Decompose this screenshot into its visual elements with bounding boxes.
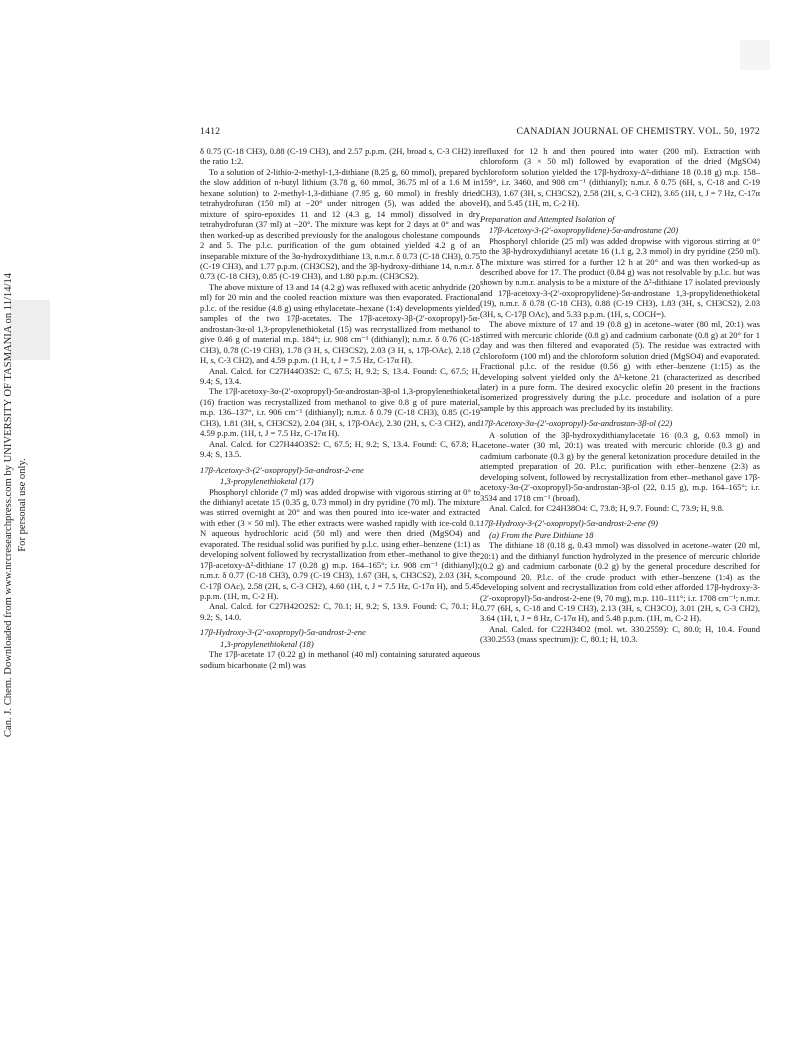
analysis-line: Anal. Calcd. for C24H38O4: C, 73.8; H, 9.7. Found: C, 73.9; H, 9.8.	[489, 502, 725, 513]
left-column	[200, 146, 480, 1026]
paragraph: δ 0.75 (C-18 CH3), 0.88 (C-19 CH3), and 2.57 p.p.m. (2H, broad s, C-3 CH2) in the ratio 1:2.	[200, 146, 480, 167]
paragraph: The 17β-acetoxy-3α-(2′-oxopropyl)-5α-androstan-3β-ol 1,3-propylenethioketal (16) fraction was recrystallized from methanol to give 0.8 g of pure material, m.p. 136–137°, i.r. 906 cm⁻¹ (dithianyl); n.m.r. δ 0.79 (C-18 CH3), 0.85 (C-19 CH3), 1.81 (3H, s, CH3CS2), 2.04 (3H, s, 17β-OAc), 2.30 (2H, s, C-3 CH2), and 4.59 p.p.m. (1H, t, J = 7.5 Hz, C-17α H).	[200, 386, 480, 439]
analysis-line: Anal. Calcd. for C27H44O3S2: C, 67.5; H, 9.2; S, 13.4. Found: C, 67.8; H, 9.4; S, 13.5.	[200, 438, 480, 460]
section-heading: 17β-Hydroxy-3-(2′-oxopropyl)-5α-androst-2-ene (9)	[480, 518, 658, 529]
personal-use-line: For personal use only.	[16, 458, 28, 552]
section-subheading: (a) From the Pure Dithiane 18	[489, 529, 594, 540]
download-notice	[2, 200, 42, 810]
analysis-line: Anal. Calcd. for C27H44O3S2: C, 67.5; H, 9.2; S, 13.4. Found: C, 67.5; H, 9.4; S, 13.4.	[200, 365, 480, 386]
paragraph: To a solution of 2-lithio-2-methyl-1,3-dithiane (8.25 g, 60 mmol), prepared by the slow addition of n-butyl lithium (3.78 g, 60 mmol, 36.75 ml of a 1.6 M in hexane solution) to 2-methyl-1,3-dithiane (7.95 g, 60 mmol) in freshly dried tetrahydrofuran (150 ml) at −20° under nitrogen (5), was added the above mixture of spiro-epoxides 11 and 12 (4.3 g, 14 mmol) dissolved in dry tetrahydrofuran (37 ml) at −20°. The mixture was kept for 2 days at 0° and was then worked-up as described previously for the analogous cholestane compounds 2 and 5. The p.l.c. purification of the gum obtained yielded 4.2 g of an inseparable mixture of the 3α-hydroxydithiane 13, n.m.r. δ 0.73 (C-18 CH3), 0.75 (C-19 CH3), and 1.77 p.p.m. (CH3CS2), and the 3β-hydroxy-dithiane 14, n.m.r. δ 0.73 (C-18 CH3), 0.85 (C-19 CH3), and 1.80 p.p.m. (CH3CS2).	[200, 166, 480, 282]
analysis-line: Anal. Calcd. for C27H42O2S2: C, 70.1; H, 9.2; S, 13.9. Found: C, 70.1; H, 9.2; S, 14.0.	[200, 601, 480, 622]
paragraph: Phosphoryl chloride (7 ml) was added dropwise with vigorous stirring at 0° to the dithianyl acetate 15 (0.35 g, 0.73 mmol) in dry pyridine (70 ml). The mixture was stirred overnight at 20° and was then poured into ice-water and extracted with ether (3 × 50 ml). The ether extracts were washed rapidly with ice-cold 0.1 N aqueous hydrochloric acid (50 ml) and were then dried (MgSO4) and evaporated. The residual solid was purified by p.l.c. using ether–benzene (1:1) as developing solvent followed by recrystallization from ether–methanol to give the 17β-acetoxy-Δ²-dithiane 17 (0.28 g) m.p. 164–165°; i.r. 908 cm⁻¹ (dithianyl); n.m.r. δ 0.77 (C-18 CH3), 0.79 (C-19 CH3), 1.67 (3H, s, CH3CS2), 2.03 (3H, s, C-17β OAc), 2.58 (2H, s, C-3 CH2), 4.60 (1H, t, J = 7.5 Hz, C-17α H), and 5.45 p.p.m. (1H, m, C-2 H).	[200, 486, 480, 602]
section-heading: Preparation and Attempted Isolation of	[480, 213, 615, 224]
page-number: 1412	[200, 126, 221, 137]
page-header	[200, 126, 760, 140]
paragraph: The above mixture of 13 and 14 (4.2 g) was refluxed with acetic anhydride (20 ml) for 20 min and the cooled reaction mixture was then evaporated. Fractional p.l.c. of the residue (4.8 g) using ethylacetate–hexane (1:4) developments yielded samples of the two 17β-acetates. The 17β-acetoxy-3β-(2′-oxopropyl)-5α-androstan-3α-ol 1,3-propylenethioketal (15) was recrystallized from methanol to give 0.46 g of material m.p. 184°; i.r. 908 cm⁻¹ (dithianyl); n.m.r. δ 0.76 (C-18 CH3), 0.78 (C-19 CH3), 1.78 (3 H, s, CH3CS2), 2.03 (3 H, s, 17β-OAc), 2.18 (2 H, s, C-3 CH2), and 4.59 p.p.m. (1 H, t, J = 7.5 Hz, C-17α H).	[200, 281, 480, 366]
section-heading-cont: 1,3-propylenethioketal (18)	[220, 638, 314, 649]
section-heading: 17β-Acetoxy-3α-(2′-oxopropyl)-5α-androstan-3β-ol (22)	[480, 418, 673, 429]
right-column	[480, 146, 760, 1026]
paragraph: refluxed for 12 h and then poured into water (200 ml). Extraction with chloroform (3 × 50 ml) followed by evaporation of the dried (MgSO4) chloroform solution yielded the 17β-hydroxy-Δ²-dithiane 18 (0.18 g) m.p. 158–159°, i.r. 3460, and 908 cm⁻¹ (dithianyl); n.m.r. δ 0.75 (6H, s, C-18 and C-19 CH3), 1.67 (3H, s, CH3CS2), 2.58 (2H, s, C-3 CH2), 3.65 (1H, t, J = 7 Hz, C-17α H), and 5.45 (1H, m, C-2 H).	[480, 146, 760, 209]
section-heading-cont: 1,3-propylenethioketal (17)	[220, 476, 314, 487]
section-heading: 17β-Hydroxy-3-(2′-oxopropyl)-5α-androst-2-ene	[200, 627, 366, 638]
paragraph: A solution of the 3β-hydroxydithianylacetate 16 (0.3 g, 0.63 mmol) in acetone–water (30 ml, 20:1) was treated with mercuric chloride (0.3 g) and cadmium carbonate (0.3 g) by the general ketonization procedure detailed in the attempted preparation of 20. P.l.c. purification with ether–benzene (2:3) as developing solvent, followed by recrystallization from ether–methanol gave 17β-acetoxy-3α-(2′-oxopropyl)-5α-androstan-3β-ol (22, 0.15 g), m.p. 164–165°; i.r. 3534 and 1718 cm⁻¹ (broad).	[480, 429, 760, 503]
analysis-line: Anal. Calcd. for C22H34O2 (mol. wt. 330.2559): C, 80.0; H, 10.4. Found (330.2553 (mass spectrum)): C, 80.1; H, 10.3.	[480, 623, 760, 645]
paragraph: The dithiane 18 (0.18 g, 0.43 mmol) was dissolved in acetone–water (20 ml, 20:1) and the dithianyl function hydrolyzed in the presence of mercuric chloride (0.2 g) and cadmium carbonate (0.2 g) by the general procedure described for compound 20. P.l.c. of the crude product with ether–benzene (1:4) as the developing solvent and recrystallization from cold ether afforded 17β-hydroxy-3-(2′-oxopropyl)-5α-androst-2-ene (9, 70 mg), m.p. 110–111°; i.r. 1708 cm⁻¹; n.m.r. 0.77 (6H, s, C-18 and C-19 CH3), 2.13 (3H, s, CH3CO), 3.01 (2H, s, C-3 CH2), 3.64 (1H, t, J = 8 Hz, C-17α H), and 5.48 p.p.m. (1H, m, C-2 H).	[480, 540, 760, 624]
section-heading-cont: 17β-Acetoxy-3-(2′-oxopropylidene)-5α-androstane (20)	[489, 225, 679, 236]
scan-smudge	[740, 40, 770, 70]
paragraph: Phosphoryl chloride (25 ml) was added dropwise with vigorous stirring at 0° to the 3β-hydroxydithianyl acetate 16 (1.1 g, 2.3 mmol) in dry pyridine (250 ml). The mixture was stirred for a further 12 h at 20° and was then worked-up as described above for 17. The product (0.84 g) was not resolvable by p.l.c. but was shown by n.m.r. analysis to be a mixture of the Δ²-dithiane 17 isolated previously and 17β-acetoxy-3-(2′-oxopropylidene)-5α-androstane 1,3-propylidenethioketal (19), n.m.r. δ 0.78 (C-18 CH3), 0.88 (C-19 CH3), 1.83 (3H, s, CH3CS2), 2.03 (3H, s, C-17β OAc), and 5.33 p.p.m. (1H, s, COCH=).	[480, 235, 760, 319]
download-notice-line: Can. J. Chem. Downloaded from www.nrcresearchpress.com by UNIVERSITY OF TASMANIA on 11/14/14	[3, 272, 14, 738]
paragraph: The 17β-acetate 17 (0.22 g) in methanol (40 ml) containing saturated aqueous sodium bicarbonate (2 ml) was	[200, 649, 480, 670]
paragraph: The above mixture of 17 and 19 (0.8 g) in acetone–water (80 ml, 20:1) was stirred with mercuric chloride (0.8 g) and cadmium carbonate (0.8 g) at 20° for 1 day and was then filtered and evaporated (5). The residue was extracted with chloroform (100 ml) and the chloroform solution dried (MgSO4) and evaporated. Fractional p.l.c. of the residue (0.56 g) with ether–benzene (1:15) as the developing solvent yielded only the Δ²-ketone 21 (characterized as described later) in a pure form. The desired exocyclic olefin 20 present in the fractions isomerized progressively during the p.l.c. procedure and isolation of a pure sample by this approach was precluded by its instability.	[480, 319, 760, 413]
section-heading: 17β-Acetoxy-3-(2′-oxopropyl)-5α-androst-2-ene	[200, 464, 364, 475]
running-head: CANADIAN JOURNAL OF CHEMISTRY. VOL. 50, 1972	[516, 126, 760, 137]
